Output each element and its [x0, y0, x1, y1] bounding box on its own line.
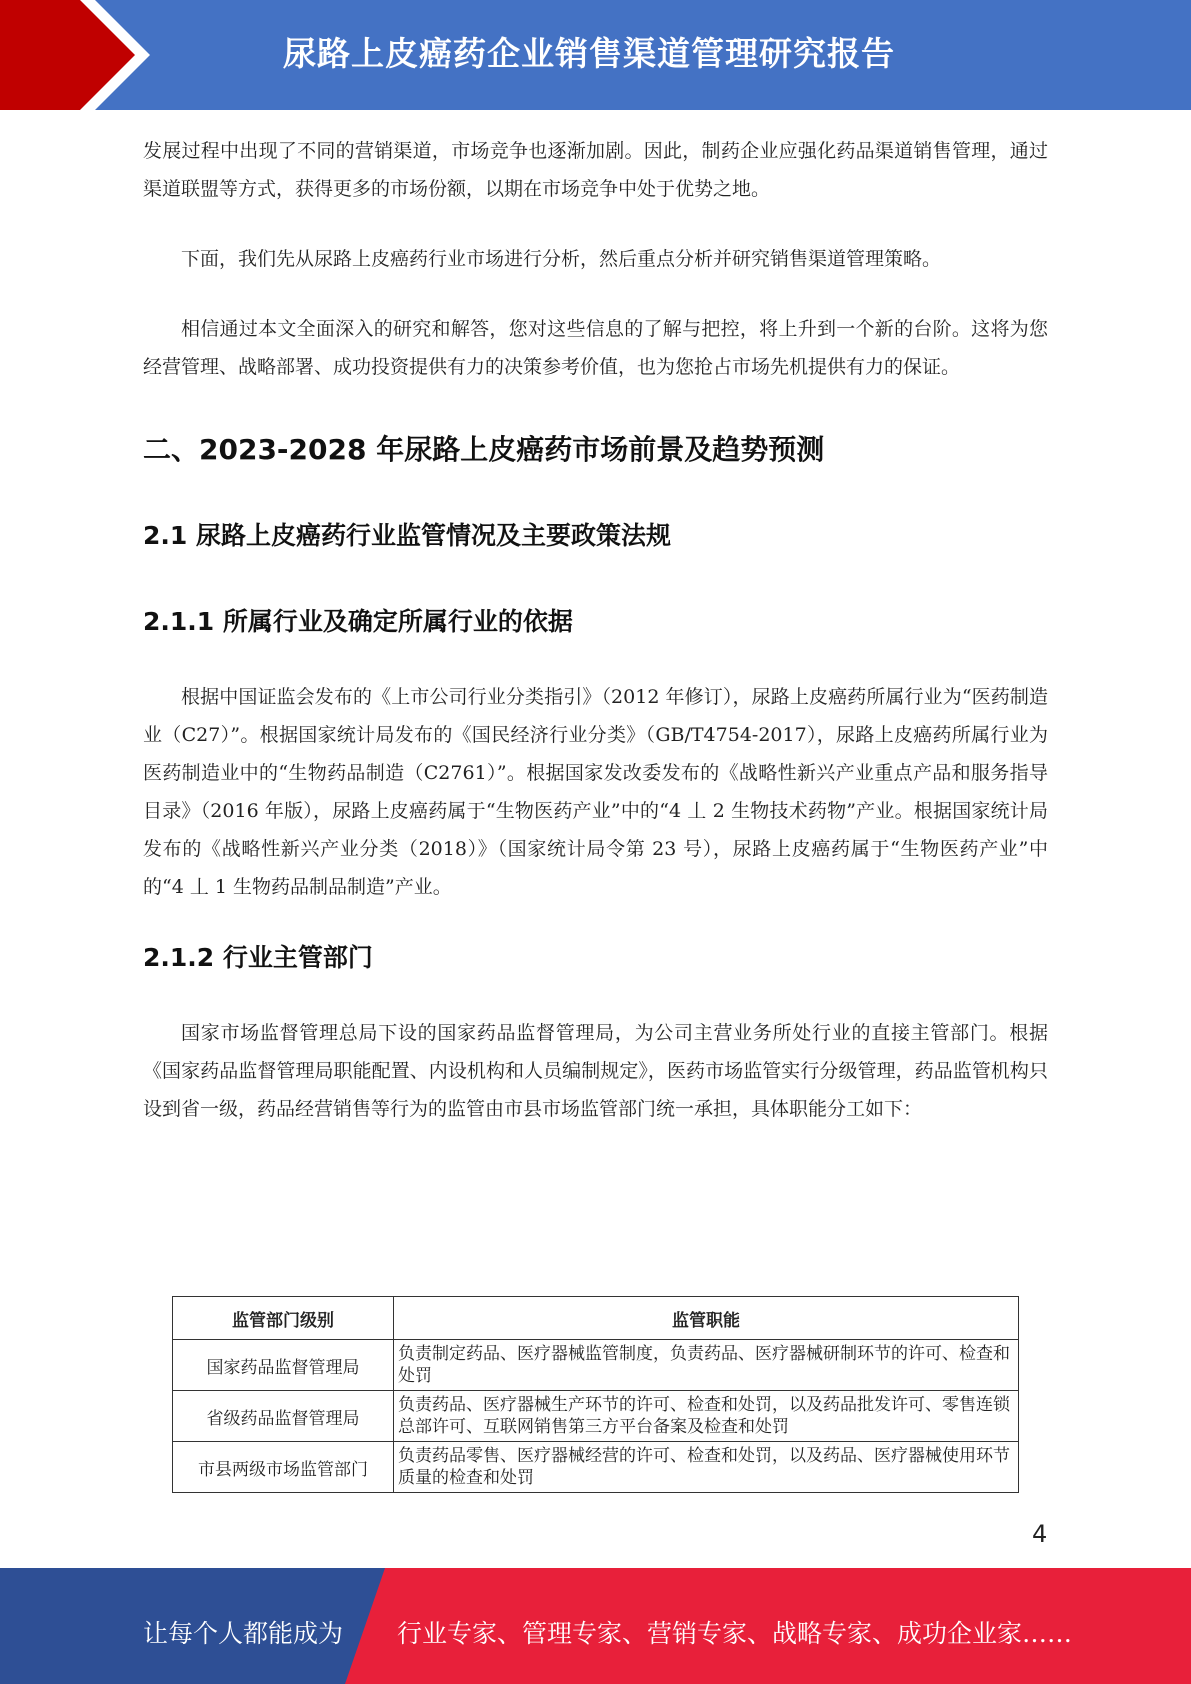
intro-paragraph-2: 下面，我们先从尿路上皮癌药行业市场进行分析，然后重点分析并研究销售渠道管理策略。: [181, 248, 942, 270]
section-2-1-1-heading: 2.1.1 所属行业及确定所属行业的依据: [143, 607, 573, 636]
table-cell-dept: 市县两级市场监管部门: [173, 1442, 394, 1493]
table-cell-func: 负责药品零售、医疗器械经营的许可、检查和处罚，以及药品、医疗器械使用环节质量的检查和处罚: [394, 1442, 1019, 1493]
section-2-1-2-heading: 2.1.2 行业主管部门: [143, 943, 373, 972]
table-cell-func: 负责药品、医疗器械生产环节的许可、检查和处罚，以及药品批发许可、零售连锁总部许可、互联网销售第三方平台备案及检查和处罚: [394, 1391, 1019, 1442]
table-row: [173, 1442, 1019, 1493]
intro-paragraph-1: 发展过程中出现了不同的营销渠道，市场竞争也逐渐加剧。因此，制药企业应强化药品渠道销售管理，通过渠道联盟等方式，获得更多的市场份额，以期在市场竞争中处于优势之地。: [143, 140, 1048, 200]
footer-slogan-right: 行业专家、管理专家、营销专家、战略专家、成功企业家……: [397, 1619, 1073, 1648]
section-2-1-2-paragraph: 国家市场监督管理总局下设的国家药品监督管理局，为公司主营业务所处行业的直接主管部门。根据《国家药品监督管理局职能配置、内设机构和人员编制规定》，医药市场监管实行分级管理，药品监管机构只设到省一级，药品经营销售等行为的监管由市县市场监管部门统一承担，具体职能分工如下：: [143, 1022, 1048, 1120]
section-2-heading: 二、2023-2028 年尿路上皮癌药市场前景及趋势预测: [143, 433, 825, 466]
report-title: 尿路上皮癌药企业销售渠道管理研究报告: [283, 34, 895, 73]
section-2-1-heading: 2.1 尿路上皮癌药行业监管情况及主要政策法规: [143, 521, 671, 550]
table-header-dept: 监管部门级别: [173, 1297, 394, 1340]
table-row: [173, 1391, 1019, 1442]
table-cell-dept: 省级药品监督管理局: [173, 1391, 394, 1442]
intro-paragraph-3: 相信通过本文全面深入的研究和解答，您对这些信息的了解与把控，将上升到一个新的台阶。这将为您经营管理、战略部署、成功投资提供有力的决策参考价值，也为您抢占市场先机提供有力的保证。: [143, 318, 1048, 378]
table-header-func: 监管职能: [394, 1297, 1019, 1340]
footer-slogan-left: 让每个人都能成为: [143, 1619, 344, 1648]
page-footer: [0, 1568, 1191, 1684]
page-number: 4: [1032, 1520, 1048, 1548]
table-header-row: [173, 1297, 1019, 1340]
document-body: [143, 132, 1048, 1160]
table-cell-func: 负责制定药品、医疗器械监管制度，负责药品、医疗器械研制环节的许可、检查和处罚: [394, 1340, 1019, 1391]
page-header: [0, 0, 1191, 110]
header-arrow-icon: [0, 0, 160, 110]
regulatory-table: [172, 1296, 1019, 1493]
section-2-1-1-paragraph: 根据中国证监会发布的《上市公司行业分类指引》（2012 年修订），尿路上皮癌药所属行业为“医药制造业（C27）”。根据国家统计局发布的《国民经济行业分类》（GB/T4754-2017），尿路上皮癌药所属行业为医药制造业中的“生物药品制造（C2761）”。根据国家发改委发布的《战略性新兴产业重点产品和服务指导目录》（2016 年版），尿路上皮癌药属于“生物医药产业”中的“4 丄 2 生物技术药物”产业。根据国家统计局发布的《战略性新兴产业分类（2018）》（国家统计局令第 23 号），尿路上皮癌药属于“生物医药产业”中的“4 丄 1 生物药品制品制造”产业。: [143, 686, 1048, 898]
table-row: [173, 1340, 1019, 1391]
table-cell-dept: 国家药品监督管理局: [173, 1340, 394, 1391]
